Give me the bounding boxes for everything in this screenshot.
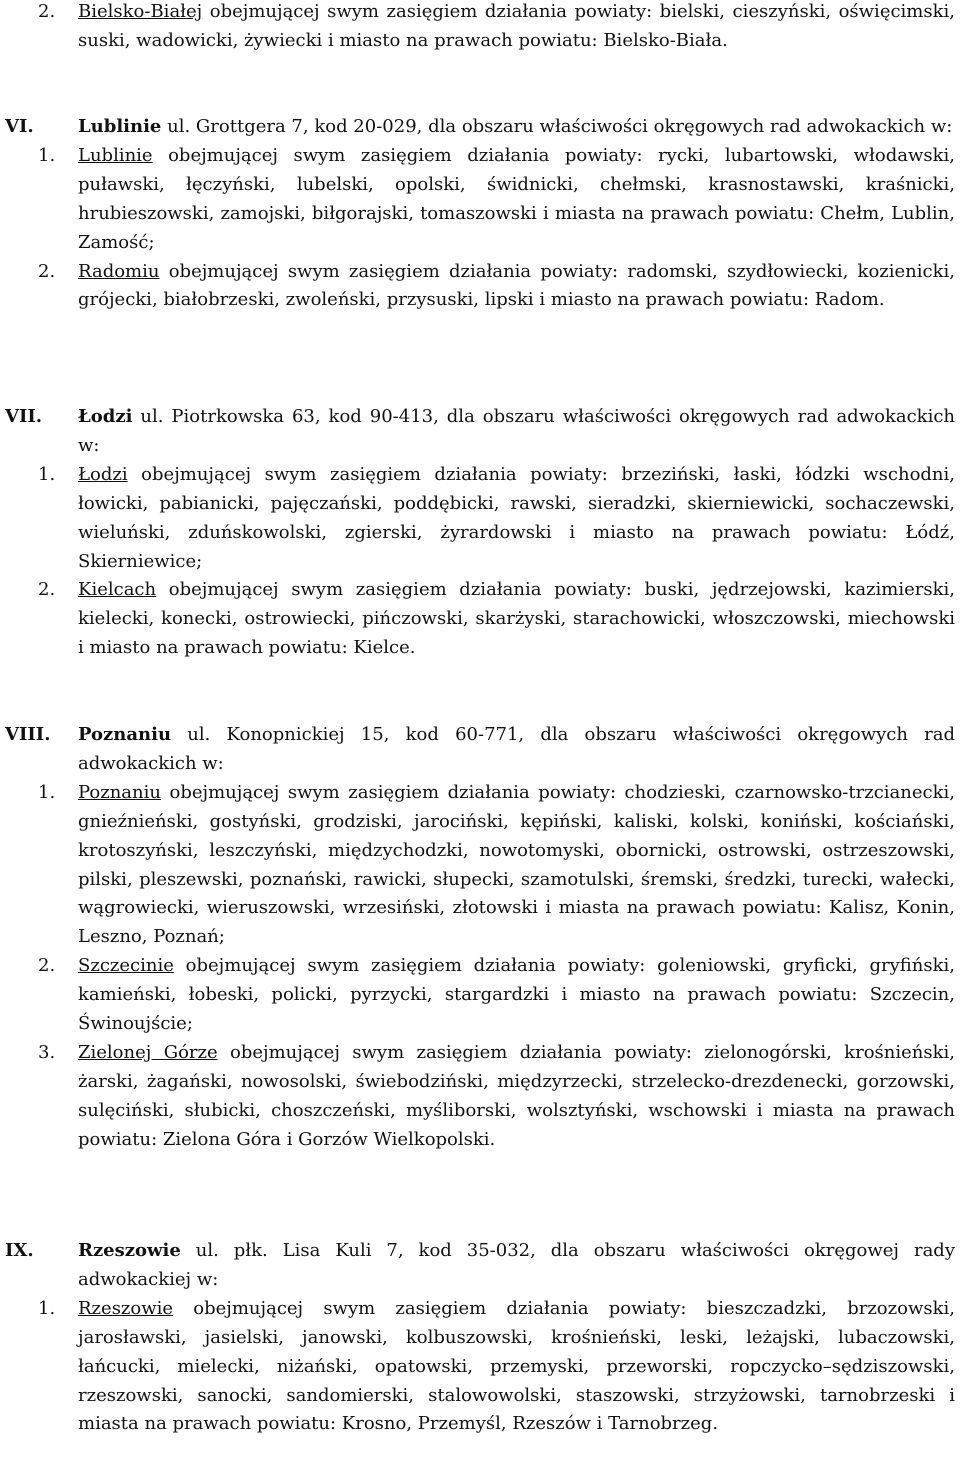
section-viii bbox=[0, 721, 960, 1155]
item-text bbox=[78, 1039, 955, 1155]
city-name: Poznaniu bbox=[78, 724, 172, 745]
section-heading bbox=[0, 1237, 960, 1295]
item-text bbox=[78, 142, 955, 258]
heading-body: ul. płk. Lisa Kuli 7, kod 35-032, dla obszaru właściwości okręgowej rady adwokackiej w: bbox=[78, 1240, 955, 1290]
city-name: Rzeszowie bbox=[78, 1240, 181, 1261]
item-text bbox=[78, 0, 955, 56]
item-number: 2. bbox=[38, 579, 56, 601]
item-body: obejmującej swym zasięgiem działania powiaty: bielski, cieszyński, oświęcimski, suski, wadowicki, żywiecki i miasto na prawach powiatu: Bielsko-Biała. bbox=[78, 1, 955, 51]
item-body: obejmującej swym zasięgiem działania powiaty: goleniowski, gryficki, gryfiński, kamieński, łobeski, policki, pyrzycki, stargardzki i miasto na prawach powiatu: Szczecin, Świnoujście; bbox=[78, 955, 955, 1035]
heading-text bbox=[78, 721, 955, 779]
section-top bbox=[0, 0, 960, 56]
city-name: Rzeszowie bbox=[78, 1297, 174, 1319]
roman-numeral: VII. bbox=[5, 406, 43, 427]
item-text bbox=[78, 461, 955, 577]
list-item bbox=[0, 0, 960, 56]
city-name: Lublinie bbox=[78, 116, 162, 137]
section-heading bbox=[0, 721, 960, 779]
list-item bbox=[0, 142, 960, 258]
city-name: Kielcach bbox=[78, 579, 157, 601]
item-body: obejmującej swym zasięgiem działania powiaty: buski, jędrzejowski, kazimierski, kielecki, konecki, ostrowiecki, pińczowski, skarżyski, starachowicki, włoszczowski, miechowski i miasto na prawach powiatu: Kielce. bbox=[78, 579, 955, 659]
heading-body: ul. Konopnickiej 15, kod 60-771, dla obszaru właściwości okręgowych rad adwokackich w: bbox=[78, 724, 955, 774]
item-body: obejmującej swym zasięgiem działania powiaty: bieszczadzki, brzozowski, jarosławski, jasielski, janowski, kolbuszowski, krośnieński, leski, leżajski, lubaczowski, łańcucki, mielecki, niżański, opatowski, przemyski, przeworski, ropczycko–sędziszowski, rzeszowski, sanocki, sandomierski, stalowowolski, staszowski, strzyżowski, tarnobrzeski i miasta na prawach powiatu: Krosno, Przemyśl, Rzeszów i Tarnobrzeg. bbox=[78, 1297, 955, 1435]
item-text bbox=[78, 779, 955, 952]
section-heading bbox=[0, 113, 960, 142]
list-item bbox=[0, 952, 960, 1039]
item-body: obejmującej swym zasięgiem działania powiaty: rycki, lubartowski, włodawski, puławski, łęczyński, lubelski, opolski, świdnicki, chełmski, krasnostawski, kraśnicki, hrubieszowski, zamojski, biłgorajski, tomaszowski i miasta na prawach powiatu: Chełm, Lublin, Zamość; bbox=[78, 144, 955, 253]
list-item bbox=[0, 258, 960, 316]
item-number: 1. bbox=[38, 1297, 56, 1319]
city-name: Zielonej Górze bbox=[78, 1041, 218, 1063]
item-body: obejmującej swym zasięgiem działania powiaty: chodzieski, czarnowsko-trzcianecki, gnieźnieński, gostyński, grodziski, jarociński, kępiński, kaliski, kolski, koniński, kościański, krotoszyński, leszczyński, międzychodzki, nowotomyski, obornicki, ostrowski, ostrzeszowski, pilski, pleszewski, poznański, rawicki, słupecki, szamotulski, śremski, średzki, turecki, wałecki, wągrowiecki, wieruszowski, wrzesiński, złotowski i miasta na prawach powiatu: Kalisz, Konin, Leszno, Poznań; bbox=[78, 781, 955, 948]
item-text bbox=[78, 576, 955, 663]
heading-text bbox=[78, 113, 955, 142]
city-name: Poznaniu bbox=[78, 781, 161, 803]
item-number: 2. bbox=[38, 955, 56, 977]
section-heading bbox=[0, 403, 960, 461]
section-ix bbox=[0, 1237, 960, 1439]
item-body: obejmującej swym zasięgiem działania powiaty: radomski, szydłowiecki, kozienicki, grójecki, białobrzeski, zwoleński, przysuski, lipski i miasto na prawach powiatu: Radom. bbox=[78, 260, 955, 311]
list-item bbox=[0, 779, 960, 952]
city-name: Lublinie bbox=[78, 144, 153, 166]
item-number: 3. bbox=[38, 1041, 56, 1063]
item-text bbox=[78, 258, 955, 316]
city-name: Łodzi bbox=[78, 463, 128, 485]
item-body: obejmującej swym zasięgiem działania powiaty: zielonogórski, krośnieński, żarski, żagański, nowosolski, świebodziński, międzyrzecki, strzelecko-drezdenecki, gorzowski, sulęciński, słubicki, choszczeński, myśliborski, wolsztyński, wschowski i miasta na prawach powiatu: Zielona Góra i Gorzów Wielkopolski. bbox=[78, 1041, 955, 1150]
list-item bbox=[0, 461, 960, 577]
city-name: Radomiu bbox=[78, 260, 160, 282]
heading-text bbox=[78, 403, 955, 461]
section-vi bbox=[0, 113, 960, 315]
item-number: 1. bbox=[38, 144, 56, 166]
list-item bbox=[0, 1295, 960, 1440]
item-number: 1. bbox=[38, 463, 56, 485]
roman-numeral: VI. bbox=[5, 116, 34, 137]
section-vii bbox=[0, 403, 960, 663]
city-name: Łodzi bbox=[78, 406, 133, 427]
roman-numeral: VIII. bbox=[5, 724, 51, 745]
item-body: obejmującej swym zasięgiem działania powiaty: brzeziński, łaski, łódzki wschodni, łowicki, pabianicki, pajęczański, poddębicki, rawski, sieradzki, skierniewicki, sochaczewski, wieluński, zduńskowolski, zgierski, żyrardowski i miasto na prawach powiatu: Łódź, Skierniewice; bbox=[78, 463, 955, 572]
list-item bbox=[0, 1039, 960, 1155]
list-item bbox=[0, 576, 960, 663]
heading-body: ul. Grottgera 7, kod 20-029, dla obszaru właściwości okręgowych rad adwokackich w: bbox=[161, 116, 953, 137]
city-name: Bielsko-Białej bbox=[78, 1, 203, 22]
city-name: Szczecinie bbox=[78, 955, 174, 977]
item-number: 1. bbox=[38, 781, 56, 803]
item-text bbox=[78, 952, 955, 1039]
roman-numeral: IX. bbox=[5, 1240, 34, 1261]
heading-text bbox=[78, 1237, 955, 1295]
heading-body: ul. Piotrkowska 63, kod 90-413, dla obszaru właściwości okręgowych rad adwokackich w: bbox=[78, 406, 955, 456]
item-number: 2. bbox=[38, 260, 56, 282]
item-number: 2. bbox=[38, 1, 56, 22]
item-text bbox=[78, 1295, 955, 1440]
